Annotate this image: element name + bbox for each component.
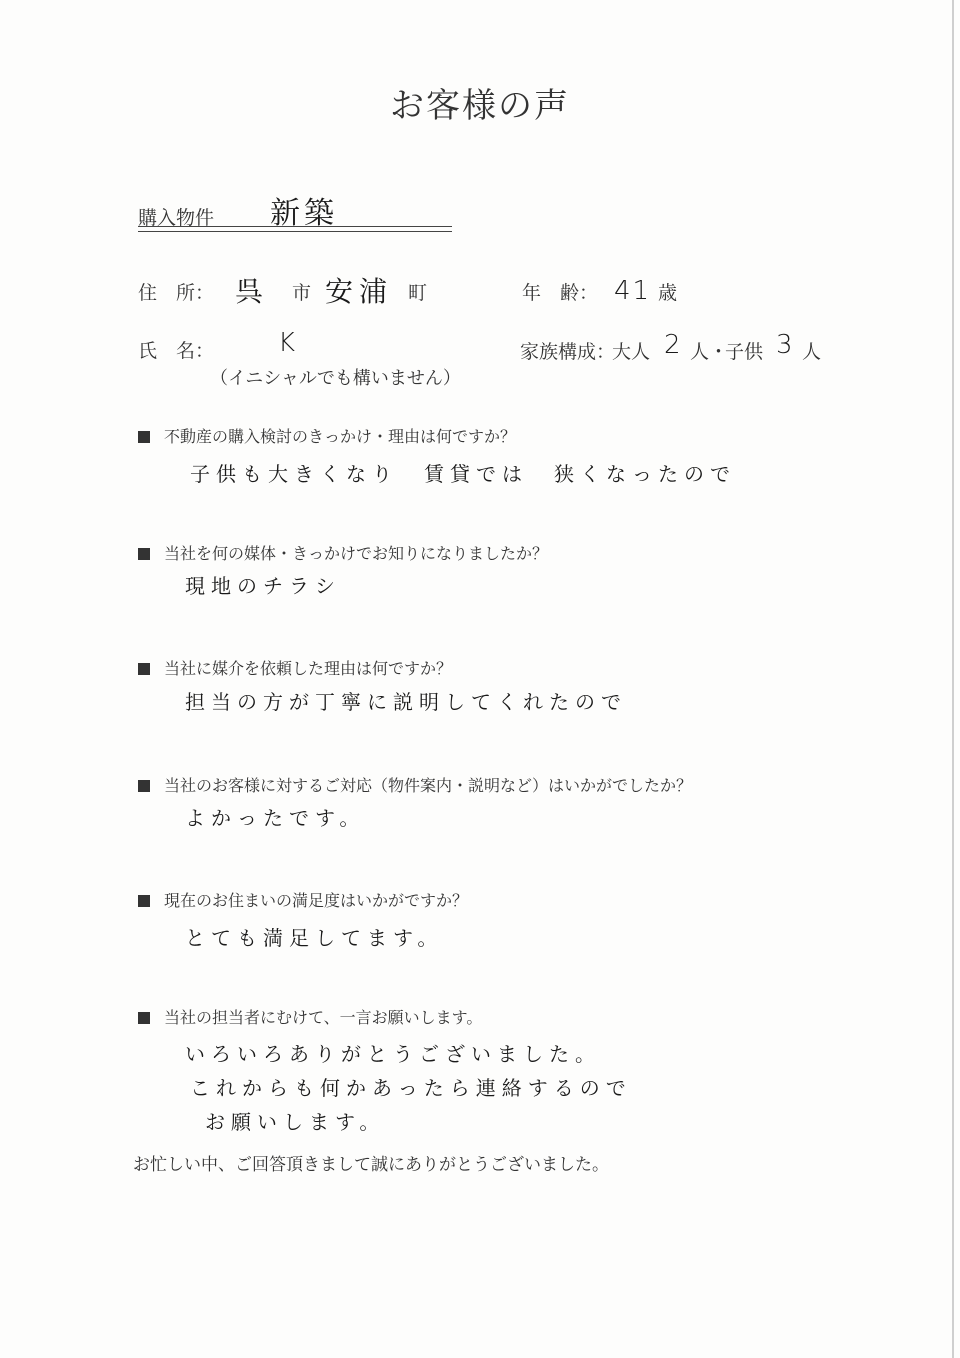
address-label: 住 所：	[138, 282, 215, 304]
question-6	[138, 1005, 482, 1028]
family-label: 家族構成：	[520, 341, 616, 363]
answer-3: 担当の方が丁寧に説明してくれたので	[185, 690, 627, 714]
property-underline	[138, 226, 452, 232]
family-children-label: 子供	[725, 341, 764, 363]
name-note: （イニシャルでも構いません）	[210, 368, 461, 389]
family-adults-label: 大人	[612, 341, 651, 363]
answer-2: 現地のチラシ	[185, 574, 341, 598]
address-city: 呉	[235, 275, 264, 308]
closing-message: お忙しい中、ご回答頂きまして誠にありがとうございました。	[133, 1155, 609, 1175]
question-1	[138, 424, 516, 447]
family-adults-suffix: 人・	[690, 341, 729, 363]
question-4-text: 当社のお客様に対するご対応（物件案内・説明など）はいかがでしたか？	[164, 776, 693, 795]
square-bullet-icon	[138, 780, 150, 792]
square-bullet-icon	[138, 548, 150, 560]
family-children-value: 3	[776, 330, 793, 360]
square-bullet-icon	[138, 895, 150, 907]
question-2	[138, 541, 548, 564]
address-city-suffix: 市	[292, 282, 312, 304]
family-adults-value: 2	[664, 330, 681, 360]
scan-edge	[952, 0, 954, 1358]
question-3-text: 当社に媒介を依頼した理由は何ですか？	[164, 659, 453, 678]
question-1-text: 不動産の購入検討のきっかけ・理由は何ですか？	[164, 427, 517, 446]
question-5	[138, 888, 468, 911]
answer-4: よかったです。	[185, 806, 366, 830]
family-children-suffix: 人	[802, 341, 822, 363]
square-bullet-icon	[138, 431, 150, 443]
answer-1: 子供も大きくなり 賃貸では 狭くなったので	[190, 462, 736, 486]
answer-5: とても満足してます。	[185, 926, 444, 950]
square-bullet-icon	[138, 1012, 150, 1024]
answer-6-line-2: これからも何かあったら連絡するので	[190, 1076, 632, 1100]
name-value: K	[278, 328, 296, 358]
question-4	[138, 773, 692, 796]
age-value: 41	[614, 276, 652, 306]
square-bullet-icon	[138, 663, 150, 675]
question-6-text: 当社の担当者にむけて、一言お願いします。	[164, 1008, 483, 1027]
question-2-text: 当社を何の媒体・きっかけでお知りになりましたか？	[164, 544, 549, 563]
address-town: 安浦	[325, 275, 394, 308]
answer-6-line-1: いろいろありがとうございました。	[185, 1042, 601, 1066]
name-label: 氏 名：	[138, 340, 215, 362]
age-label: 年 齢：	[522, 282, 599, 304]
answer-6-line-3: お願いします。	[205, 1110, 386, 1134]
property-value: 新築	[270, 196, 338, 231]
question-5-text: 現在のお住まいの満足度はいかがですか？	[164, 891, 469, 910]
question-3	[138, 656, 452, 679]
age-suffix: 歳	[658, 282, 678, 304]
property-label: 購入物件	[138, 207, 215, 229]
address-town-suffix: 町	[408, 282, 428, 304]
page-title: お客様の声	[390, 86, 570, 126]
